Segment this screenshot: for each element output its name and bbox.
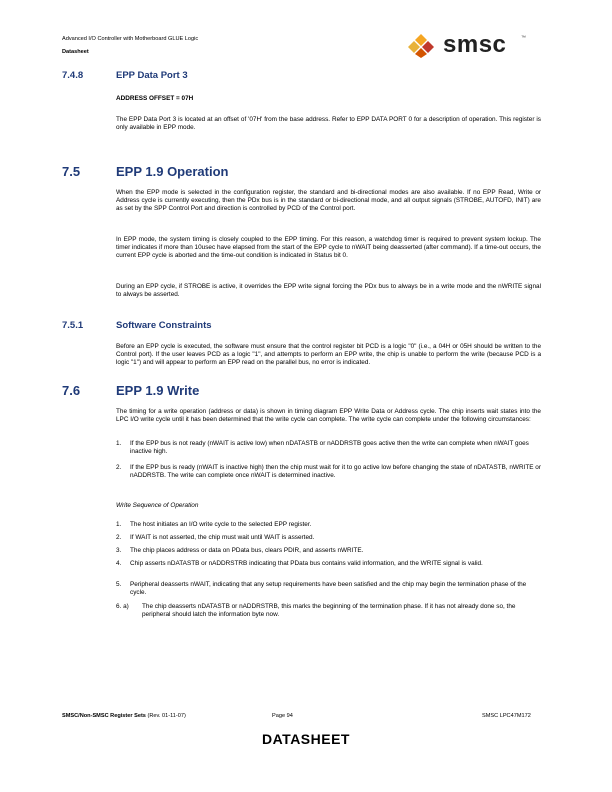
logo-wordmark: smsc — [443, 31, 507, 58]
paragraph-epp-data-port-3: The EPP Data Port 3 is located at an offset of '07H' from the base address. Refer to EPP DATA PORT 0 for a description of operation. This register is only available in EPP mode. — [116, 116, 541, 132]
datasheet-banner: DATASHEET — [262, 731, 350, 747]
sequence-step-number: 2. — [116, 534, 122, 541]
sequence-step-number: 5. — [116, 581, 122, 588]
paragraph-software-constraints: Before an EPP cycle is executed, the software must ensure that the control register bit PCD is a logic "0" (i.e., a 04H or 05H should be written to the Control port). If the user leaves PCD as a logic "1", and attempts to perform an EPP write, the chip is unable to perform the write (because PCD is a logic "1") and will appear to perform an EPP read on the parallel bus, no error is indicated. — [116, 343, 541, 367]
sequence-step-text: The host initiates an I/O write cycle to the selected EPP register. — [130, 521, 312, 528]
list-item-number: 2. — [116, 464, 122, 471]
sequence-step-number: 4. — [116, 560, 122, 567]
section-number-7-4-8: 7.4.8 — [62, 70, 84, 81]
sequence-step-number: 6. a) — [116, 603, 129, 610]
smsc-logo-icon — [407, 33, 439, 59]
trademark-mark: ™ — [521, 35, 526, 41]
paragraph-epp-operation-2: In EPP mode, the system timing is closely coupled to the EPP timing. For this reason, a watchdog timer is required to prevent system lockup. The timer indicates if more than 10usec have elapsed from the start of the EPP cycle to nWAIT being deasserted (after command). If a time-out occurs, the current EPP cycle is aborted and the time-out condition is indicated in Status bit 0. — [116, 236, 541, 260]
sequence-step-text: If WAIT is not asserted, the chip must wait until WAIT is asserted. — [130, 534, 315, 541]
paragraph-epp-operation-3: During an EPP cycle, if STROBE is active, it overrides the EPP write signal forcing the PDx bus to always be in a write mode and the nWRITE signal to always be asserted. — [116, 283, 541, 299]
sequence-step-text: Peripheral deasserts nWAIT, indicating that any setup requirements have been satisfied and the chip may begin the termination phase of the cycle. — [130, 581, 527, 597]
footer-revision: (Rev. 01-11-07) — [145, 713, 186, 719]
sequence-step-text: The chip places address or data on PData bus, clears PDIR, and asserts nWRITE. — [130, 547, 364, 554]
document-title: Advanced I/O Controller with Motherboard GLUE Logic — [62, 36, 199, 42]
list-item-text: If the EPP bus is not ready (nWAIT is active low) when nDATASTB or nADDRSTB goes active then the write can complete when nWAIT goes inactive high. — [130, 440, 529, 456]
section-number-7-5: 7.5 — [62, 164, 81, 179]
footer-page-number: Page 94 — [272, 713, 293, 719]
sequence-step-number: 1. — [116, 521, 122, 528]
smsc-logo — [407, 33, 547, 59]
address-offset: ADDRESS OFFSET = 07H — [116, 95, 194, 102]
sequence-step-text: Chip asserts nDATASTB or nADDRSTRB indicating that PData bus contains valid information, and the WRITE signal is valid. — [130, 560, 483, 567]
section-title-epp-1-9-write: EPP 1.9 Write — [116, 383, 200, 398]
document-type: Datasheet — [62, 49, 89, 55]
footer-register-sets-label: SMSC/Non-SMSC Register Sets — [62, 713, 146, 719]
section-number-7-6: 7.6 — [62, 383, 81, 398]
section-title-epp-data-port-3: EPP Data Port 3 — [116, 70, 188, 81]
list-item-text: If the EPP bus is ready (nWAIT is inactive high) then the chip must wait for it to go active low before changing the state of nDATASTB, nWRITE or nADDRSTB. The write can complete once nWAIT is determined inactive. — [130, 464, 541, 480]
section-title-epp-1-9-operation: EPP 1.9 Operation — [116, 164, 229, 179]
write-sequence-heading: Write Sequence of Operation — [116, 502, 199, 509]
paragraph-epp-write-intro: The timing for a write operation (address or data) is shown in timing diagram EPP Write Data or Address cycle. The chip inserts wait states into the LPC I/O write cycle until it has been determined that the write cycle can complete. The write cycle can complete under the following circumstances: — [116, 408, 541, 424]
footer-part-number: SMSC LPC47M172 — [482, 713, 531, 719]
section-title-software-constraints: Software Constraints — [116, 320, 212, 331]
sequence-step-number: 3. — [116, 547, 122, 554]
list-item-number: 1. — [116, 440, 122, 447]
sequence-step-text: The chip deasserts nDATASTB or nADDRSTRB, this marks the beginning of the termination phase. If it has not already done so, the peripheral should latch the information byte now. — [142, 603, 516, 619]
section-number-7-5-1: 7.5.1 — [62, 320, 84, 331]
paragraph-epp-operation-1: When the EPP mode is selected in the configuration register, the standard and bi-directional modes are also available. If no EPP Read, Write or Address cycle is currently executing, then the PDx bus is in the standard or bi-directional mode, and all output signals (STROBE, AUTOFD, INIT) are as set by the SPP Control Port and direction is controlled by PCD of the Control port. — [116, 189, 541, 213]
footer-register-sets — [62, 713, 186, 719]
